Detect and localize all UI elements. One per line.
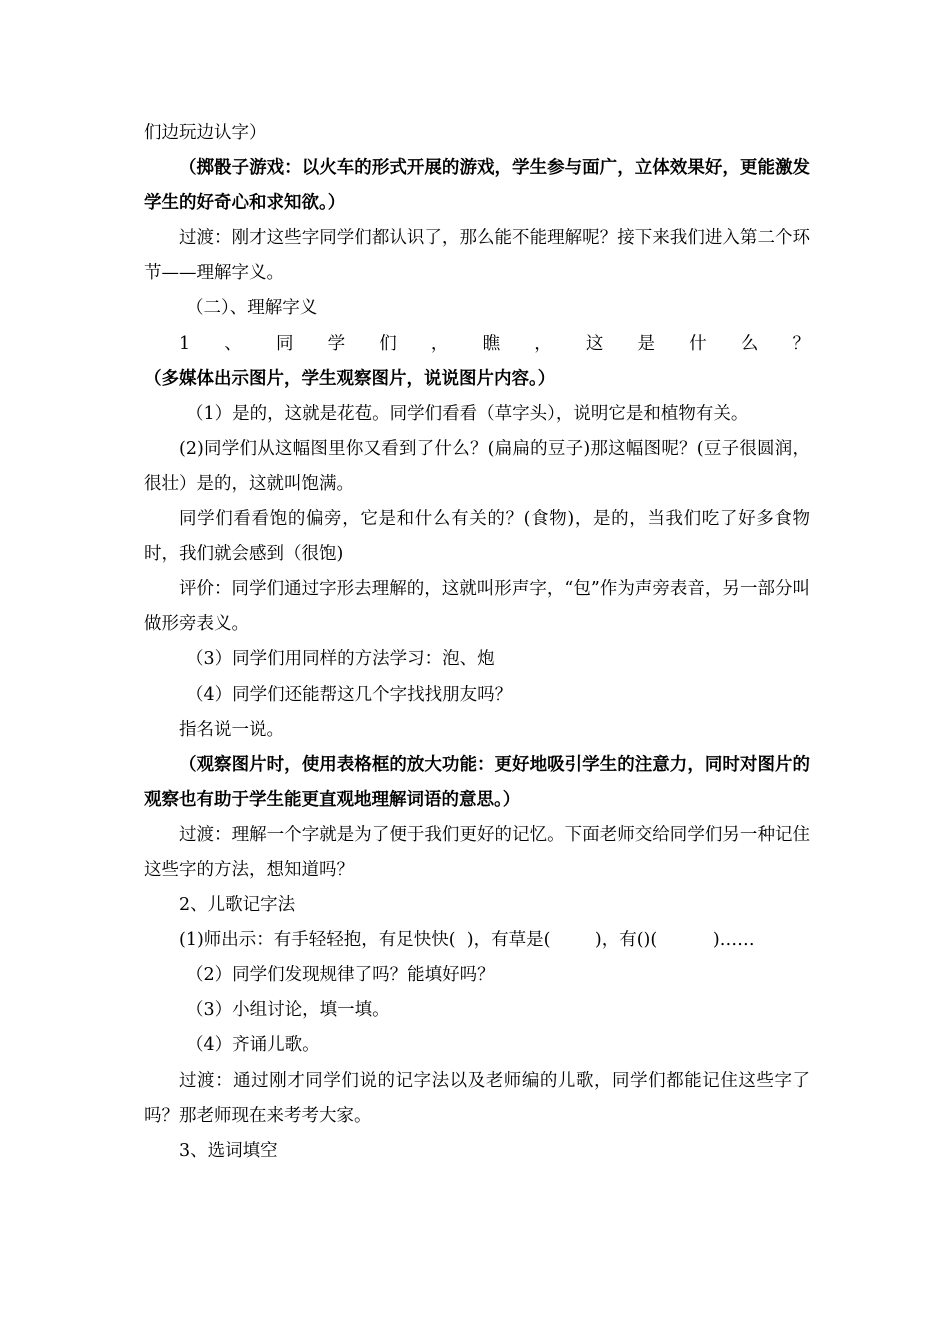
note-observe: （观察图片时，使用表格框的放大功能：更好地吸引学生的注意力，同时对图片的观察也有助于学生能更直观地理解词语的意思。） (144, 754, 810, 810)
note-dice-game: （掷骰子游戏：以火车的形式开展的游戏，学生参与面广，立体效果好，更能激发学生的好奇心和求知欲。） (144, 158, 810, 214)
evaluation: 评价：同学们通过字形去理解的，这就叫形声字，“包”作为声旁表音，另一部分叫做形旁表义。 (144, 579, 810, 635)
transition-understand: 过渡：刚才这些字同学们都认识了，那么能不能理解呢？接下来我们进入第二个环节——理解字义。 (144, 228, 810, 284)
step-1 (144, 327, 810, 397)
document-page (144, 116, 810, 1169)
paragraph-continuation: 们边玩边认字） (144, 123, 267, 143)
item-3: （3）同学们用同样的方法学习：泡、炮 (186, 649, 495, 670)
item-rhyme: (1)师出示：有手轻轻抱，有足快快( )，有草是( )，有()( )…… (179, 930, 755, 951)
item-rhyme-2: （2）同学们发现规律了吗？能填好吗？ (186, 965, 495, 986)
item-4: （4）同学们还能帮这几个字找找朋友吗？ (186, 684, 513, 705)
step-3: 3、选词填空 (179, 1140, 278, 1161)
step-2: 2、儿歌记字法 (179, 895, 296, 916)
step-1-text: 1、同学们，瞧，这是什么？ (179, 333, 810, 354)
paragraph-radical: 同学们看看饱的偏旁，它是和什么有关的？(食物)，是的，当我们吃了好多食物时，我们就会感到（很饱) (144, 509, 810, 565)
paragraph-named: 指名说一说。 (179, 719, 284, 740)
step-1-note: （多媒体出示图片，学生观察图片，说说图片内容。） (144, 368, 556, 389)
item-2: (2)同学们从这幅图里你又看到了什么？(扁扁的豆子)那这幅图呢？(豆子很圆润，很壮）是的，这就叫饱满。 (144, 438, 810, 494)
item-rhyme-3: （3）小组讨论，填一填。 (186, 1000, 390, 1021)
transition-memory: 过渡：理解一个字就是为了便于我们更好的记忆。下面老师交给同学们另一种记住这些字的方法，想知道吗？ (144, 824, 810, 880)
transition-test: 过渡：通过刚才同学们说的记字法以及老师编的儿歌，同学们都能记住这些字了吗？那老师现在来考考大家。 (144, 1070, 810, 1126)
item-1: （1）是的，这就是花苞。同学们看看（草字头），说明它是和植物有关。 (186, 403, 749, 424)
section-heading-2: （二）、理解字义 (186, 298, 318, 319)
item-rhyme-4: （4）齐诵儿歌。 (186, 1035, 320, 1056)
